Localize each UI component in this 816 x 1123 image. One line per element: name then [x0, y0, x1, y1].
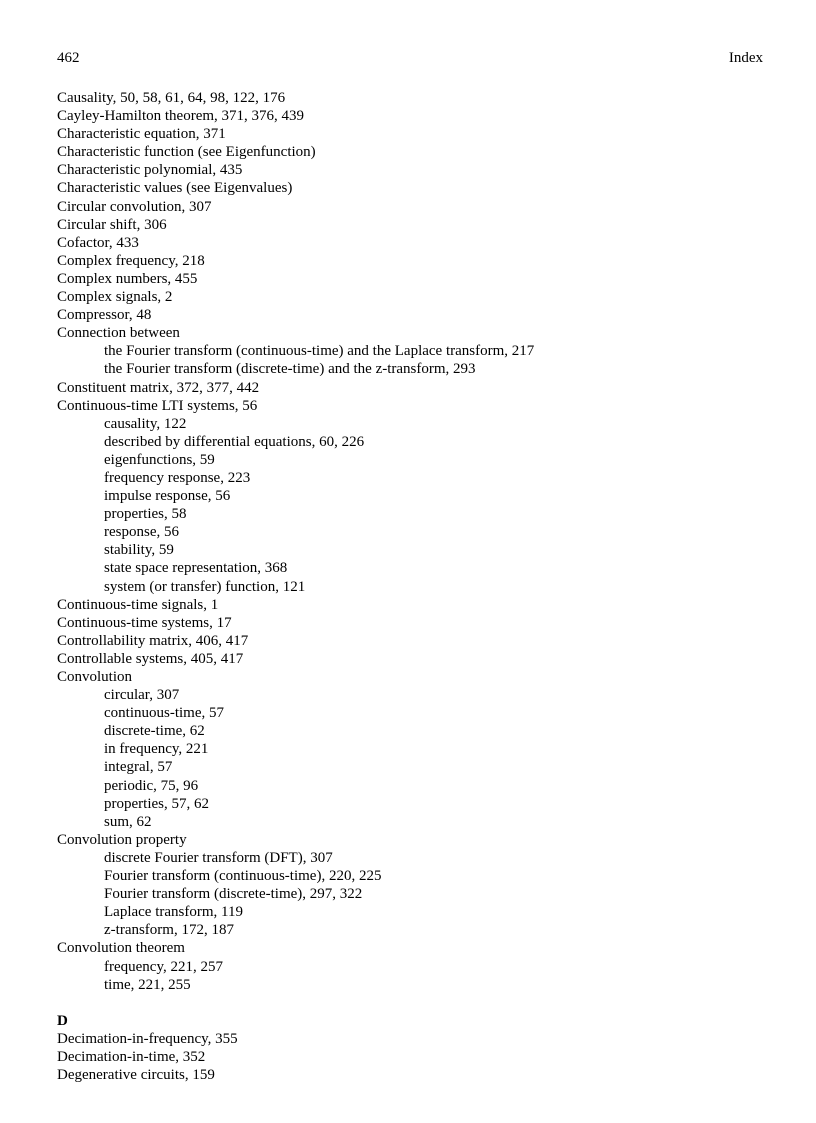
- index-subentry: circular, 307: [104, 687, 180, 704]
- index-entry: Characteristic polynomial, 435: [57, 162, 243, 179]
- index-entry: Complex signals, 2: [57, 289, 173, 306]
- index-entry: Continuous-time signals, 1: [57, 596, 219, 613]
- index-entry: Connection between: [57, 325, 180, 342]
- index-subentry: causality, 122: [104, 415, 187, 432]
- index-entry: Decimation-in-time, 352: [57, 1048, 206, 1065]
- index-subentry: response, 56: [104, 524, 179, 541]
- index-subentry: continuous-time, 57: [104, 705, 224, 722]
- index-entry: Convolution: [57, 669, 133, 685]
- index-subentry: in frequency, 221: [104, 741, 209, 758]
- index-entry: Characteristic equation, 371: [57, 126, 226, 143]
- index-subentry: frequency, 221, 257: [104, 958, 223, 975]
- index-subentry: discrete-time, 62: [104, 723, 205, 740]
- index-entry: Complex numbers, 455: [57, 270, 198, 287]
- index-subentry: system (or transfer) function, 121: [104, 578, 306, 595]
- index-subentry: z-transform, 172, 187: [104, 922, 234, 939]
- index-entry: Circular convolution, 307: [57, 198, 212, 215]
- index-subentry: impulse response, 56: [104, 488, 231, 505]
- index-entry: Decimation-in-frequency, 355: [57, 1030, 238, 1047]
- index-subentry: eigenfunctions, 59: [104, 451, 215, 468]
- index-subentry: sum, 62: [104, 813, 152, 830]
- index-subentry: discrete Fourier transform (DFT), 307: [104, 849, 333, 866]
- index-entry: Compressor, 48: [57, 307, 152, 324]
- section-letter-d: D: [57, 1012, 68, 1029]
- index-subentry: state space representation, 368: [104, 560, 288, 577]
- index-entry: Convolution theorem: [57, 940, 185, 957]
- index-subentry: properties, 57, 62: [104, 795, 209, 812]
- index-subentry: described by differential equations, 60, 226: [104, 433, 365, 450]
- section-spacer: [57, 994, 777, 1012]
- index-entry: Degenerative circuits, 159: [57, 1066, 215, 1083]
- index-subentry: properties, 58: [104, 506, 187, 523]
- index-subentry: stability, 59: [104, 542, 174, 559]
- index-entry: Characteristic values (see Eigenvalues): [57, 180, 293, 197]
- index-entry: Continuous-time LTI systems, 56: [57, 397, 258, 414]
- index-subentry: Fourier transform (discrete-time), 297, 322: [104, 886, 363, 903]
- index-subentry: time, 221, 255: [104, 976, 191, 993]
- page-header: [57, 49, 763, 67]
- index-subentry: the Fourier transform (discrete-time) and the z-transform, 293: [104, 361, 476, 378]
- index-entry: Complex frequency, 218: [57, 252, 205, 269]
- index-subentry: Fourier transform (continuous-time), 220, 225: [104, 868, 382, 885]
- index-entry: Convolution property: [57, 831, 187, 848]
- index-entry: Continuous-time systems, 17: [57, 614, 232, 631]
- index-entry: Cayley-Hamilton theorem, 371, 376, 439: [57, 108, 305, 125]
- index-entry: Circular shift, 306: [57, 216, 167, 233]
- index-entry: Controllable systems, 405, 417: [57, 650, 244, 667]
- index-subentry: frequency response, 223: [104, 469, 251, 486]
- index-list: [57, 89, 777, 1084]
- index-entry: Constituent matrix, 372, 377, 442: [57, 379, 260, 396]
- index-subentry: Laplace transform, 119: [104, 904, 243, 921]
- index-entry: Cofactor, 433: [57, 234, 139, 251]
- index-subentry: integral, 57: [104, 759, 173, 776]
- index-subentry: periodic, 75, 96: [104, 777, 199, 794]
- index-entry: Characteristic function (see Eigenfunction): [57, 144, 316, 161]
- index-entry: Causality, 50, 58, 61, 64, 98, 122, 176: [57, 90, 286, 106]
- page-number: 462: [57, 50, 80, 66]
- index-subentry: the Fourier transform (continuous-time) and the Laplace transform, 217: [104, 343, 535, 360]
- index-entry: Controllability matrix, 406, 417: [57, 632, 249, 649]
- running-head: Index: [728, 50, 763, 66]
